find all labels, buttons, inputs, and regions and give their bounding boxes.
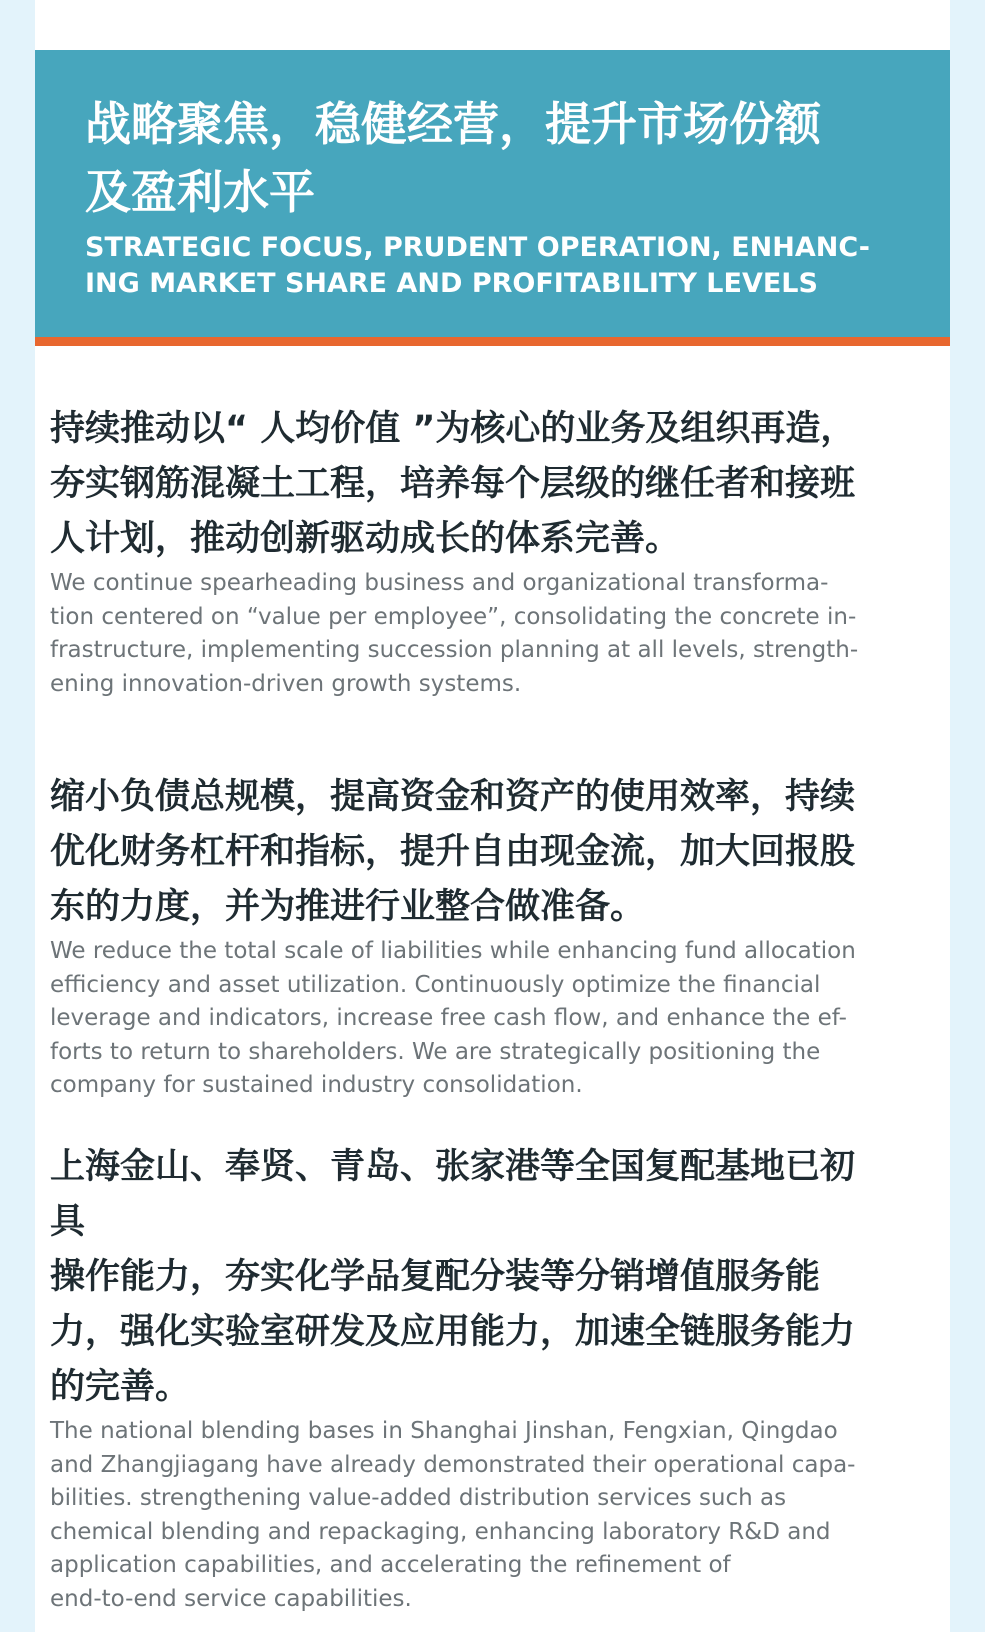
section-2-en: We reduce the total scale of liabilities while enhancing fund allocation efficiency and asset utilization. Continuously optimize the financial leverage and indicators, increase free cash flow, and enhance the ef- forts to return to shareholders. We are strategically positioning the company for sustained industry consolidation. [50,938,856,1098]
section-1-cn: 持续推动以“ 人均价值 ”为核心的业务及组织再造， 夯实钢筋混凝土工程，培养每个层级的继任者和接班 人计划，推动创新驱动成长的体系完善。 [50,409,856,559]
section-3-cn: 上海金山、奉贤、青岛、张家港等全国复配基地已初具 操作能力，夯实化学品复配分装等分销增值服务能 力，强化实验室研发及应用能力，加速全链服务能力 的完善。 [50,1147,856,1407]
header-banner [35,50,950,346]
section-3-en: The national blending bases in Shanghai Jinshan, Fengxian, Qingdao and Zhangjiagang have already demonstrated their operational capa- bilities. strengthening value-added distribution services such as chemical blending and repackaging, enhancing laboratory R&D and application capabilities, and accelerating the refinement of end-to-end service capabilities. [50,1418,856,1612]
section-2 [50,770,880,1103]
section-3 [50,1140,880,1616]
section-1 [50,402,880,701]
page-title-en: STRATEGIC FOCUS, PRUDENT OPERATION, ENHANC- ING MARKET SHARE AND PROFITABILITY LEVELS [85,232,870,299]
section-2-cn: 缩小负债总规模，提高资金和资产的使用效率，持续 优化财务杠杆和指标，提升自由现金流，加大回报股 东的力度，并为推进行业整合做准备。 [50,777,856,927]
page-title-cn: 战略聚焦，稳健经营，提升市场份额 及盈利水平 [85,97,821,219]
section-1-en: We continue spearheading business and organizational transforma- tion centered on “value per employee”, consolidating the concrete in- frastructure, implementing succession planning at all levels, strength- ening innovation-driven growth systems. [50,570,859,697]
